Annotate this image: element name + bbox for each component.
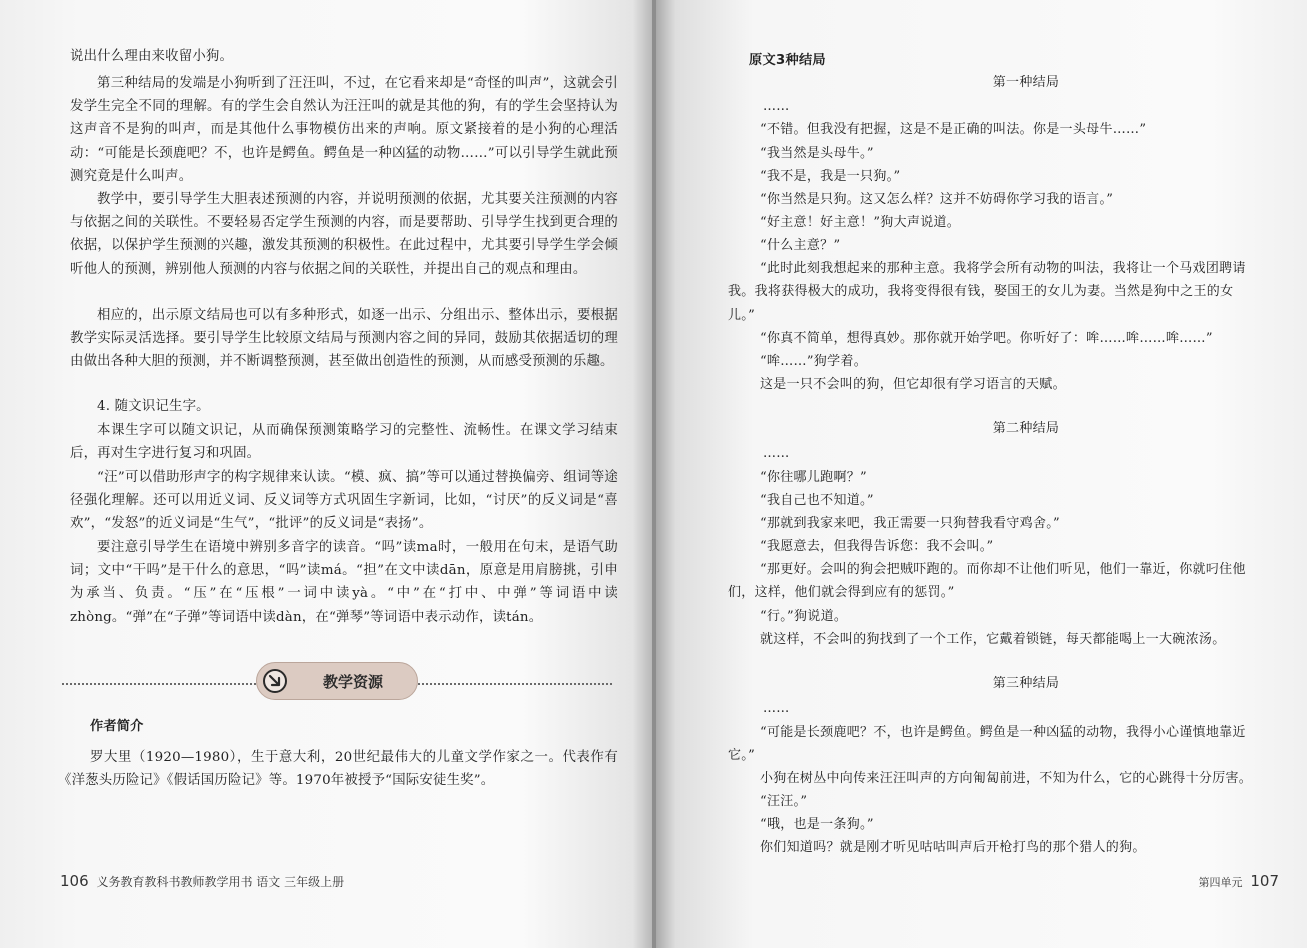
ending2-line: “我自己也不知道。” [760,493,874,508]
divider-left [62,683,256,685]
ending3-line: 你们知道吗？就是刚才听见咕咕叫声后开枪打鸟的那个猎人的狗。 [760,840,1146,855]
ending2-line: 们，这样，他们就会得到应有的惩罚。” [728,585,955,600]
ending1-title: 第一种结局 [992,75,1060,90]
ending3-line: “汪汪。” [760,794,808,809]
paragraph-2: 第三种结局的发端是小狗听到了汪汪叫，不过，在它看来却是“奇怪的叫声”，这就会引发学生完全不同的理解。有的学生会自然认为汪汪叫的就是其他的狗，有的学生会坚持认为这声音不是狗的叫声，而是其他什么事物模仿出来的声响。原文紧接着的是小狗的心理活动：“可能是长颈鹿吧？不，也许是鳄鱼。鳄鱼是一种凶猛的动物……”可以引导学生就此预测究竟是什么叫声。 [70,76,618,184]
ending1-line: …… [763,99,790,114]
ending2-line: “我愿意去，但我得告诉您：我不会叫。” [760,539,994,554]
ending2-line: “你往哪儿跑啊？” [760,470,867,485]
ending2-line: “那就到我家来吧，我正需要一只狗替我看守鸡舍。” [760,516,1060,531]
ending3-line: “可能是长颈鹿吧？不，也许是鳄鱼。鳄鱼是一种凶猛的动物，我得小心谨慎地靠近 [760,725,1246,740]
arrow-circle-icon [263,669,287,693]
ending3-line: …… [763,701,790,716]
paragraph-1: 说出什么理由来收留小狗。 [70,49,234,64]
page-number: 107 [1250,872,1279,890]
paragraph-5: 4. 随文识记生字。 [97,399,210,414]
paragraph-8: 要注意引导学生在语境中辨别多音字的读音。“吗”读ma时，一般用在句末，是语气助词；文中“干吗”是干什么的意思，“吗”读má。“担”在文中读dān，原意是用肩膀挑，引申为承当、负责。“压”在“压根”一词中读yà。“中”在“打中、中弹”等词语中读zhòng。“弹”在“子弹”等词语中读dàn，在“弹琴”等词语中表示动作，读tán。 [70,540,618,625]
ending1-line: “好主意！好主意！”狗大声说道。 [760,215,961,230]
ending2-line: “那更好。会叫的狗会把贼吓跑的。而你却不让他们听见，他们一靠近，你就叼住他 [760,562,1246,577]
paragraph-6: 本课生字可以随文识记，从而确保预测策略学习的完整性、流畅性。在课文学习结束后，再对生字进行复习和巩固。 [70,423,618,462]
paragraph-4: 相应的，出示原文结局也可以有多种形式，如逐一出示、分组出示、整体出示，要根据教学实际灵活选择。要引导学生比较原文结局与预测内容之间的异同，鼓励其依据适切的理由做出各种大胆的预测，并不断调整预测，甚至做出创造性的预测，从而感受预测的乐趣。 [70,308,618,370]
ending1-line: 我。我将获得极大的成功，我将变得很有钱，娶国王的女儿为妻。当然是狗中之王的女 [728,284,1234,299]
ending3-title: 第三种结局 [992,676,1060,691]
footer-right [1199,872,1283,890]
ending2-title: 第二种结局 [992,421,1060,436]
ending2-line: “行。”狗说道。 [760,609,848,624]
ending1-line: “什么主意？” [760,238,841,253]
ending1-line: “我不是，我是一只狗。” [760,169,901,184]
paragraph-3: 教学中，要引导学生大胆表述预测的内容，并说明预测的依据，尤其要关注预测的内容与依据之间的关联性。不要轻易否定学生预测的内容，而是要帮助、引导学生找到更合理的依据，以保护学生预测的兴趣，激发其预测的积极性。在此过程中，尤其要引导学生学会倾听他人的预测，辨别他人预测的内容与依据之间的关联性，并提出自己的观点和理由。 [70,192,618,277]
ending1-line: “不错。但我没有把握，这是不是正确的叫法。你是一头母牛……” [760,122,1147,137]
ending3-line: “哦，也是一条狗。” [760,817,874,832]
ending1-line: 儿。” [728,308,756,323]
page-number: 106 [60,872,89,890]
section-banner-label: 教学资源 [323,673,384,691]
paragraph-7: “汪”可以借助形声字的构字规律来认读。“模、疯、搞”等可以通过替换偏旁、组词等途径强化理解。还可以用近义词、反义词等方式巩固生字新词，比如，“讨厌”的反义词是“喜欢”，“发怒”的近义词是“生气”，“批评”的反义词是“表扬”。 [70,470,618,532]
right-heading: 原文3种结局 [749,53,826,68]
divider-right [418,683,612,685]
ending1-line: “此时此刻我想起来的那种主意。我将学会所有动物的叫法，我将让一个马戏团聘请 [760,261,1246,276]
author-heading: 作者简介 [90,719,144,734]
ending1-line: “你当然是只狗。这又怎么样？这并不妨碍你学习我的语言。” [760,192,1114,207]
section-banner [256,662,418,700]
ending2-line: …… [763,446,790,461]
book-title: 义务教育教科书教师教学用书 语文 三年级上册 [96,875,345,889]
ending2-line: 就这样，不会叫的狗找到了一个工作，它戴着锁链，每天都能喝上一大碗浓汤。 [760,632,1226,647]
ending1-line: “你真不简单，想得真妙。那你就开始学吧。你听好了：哞……哞……哞……” [760,331,1213,346]
ending1-line: “我当然是头母牛。” [760,146,874,161]
ending3-line: 它。” [728,748,756,763]
ending1-line: 这是一只不会叫的狗，但它却很有学习语言的天赋。 [760,377,1066,392]
footer-left [60,872,344,890]
ending1-line: “哞……”狗学着。 [760,354,867,369]
ending3-line: 小狗在树丛中向传来汪汪叫声的方向匍匐前进，不知为什么，它的心跳得十分厉害。 [760,771,1253,786]
unit-label: 第四单元 [1198,876,1243,889]
left-page [0,0,652,948]
right-page [656,0,1307,948]
author-text: 罗大里（1920—1980），生于意大利，20世纪最伟大的儿童文学作家之一。代表作有《洋葱头历险记》《假话国历险记》等。1970年被授予“国际安徒生奖”。 [58,750,618,789]
